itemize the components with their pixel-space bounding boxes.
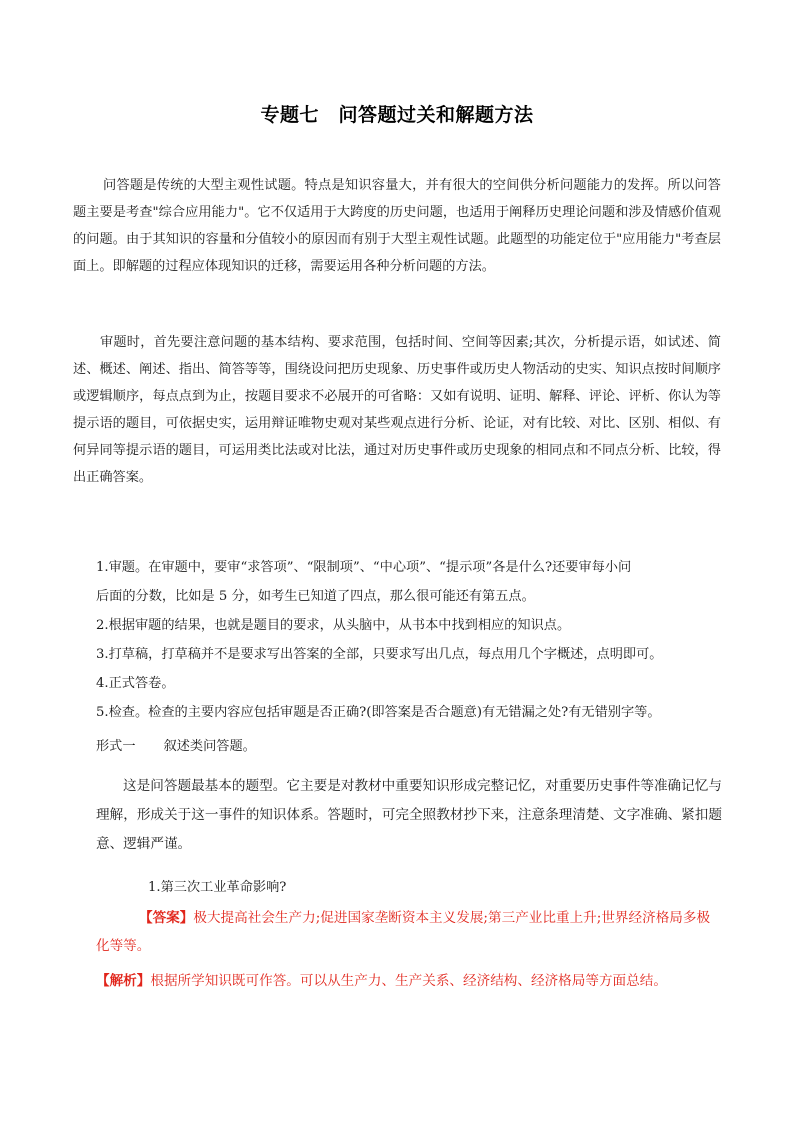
question-text: 1.第三次工业革命影响? — [148, 880, 287, 895]
form-label: 形式一 — [96, 739, 136, 754]
answer-text: 极大提高社会生产力;促进国家垄断资本主义发展;第三产业比重上升;世界经济格局多极化等等。 — [96, 910, 711, 954]
step-2: 2.根据审题的结果，也就是题目的要求，从头脑中，从书本中找到相应的知识点。 — [96, 618, 571, 633]
analysis-text: 根据所学知识既可作答。可以从生产力、生产关系、经济结构、经济格局等方面总结。 — [150, 973, 667, 989]
step-list — [96, 553, 722, 727]
answer-block — [96, 904, 722, 960]
intro-paragraph: 问答题是传统的大型主观性试题。特点是知识容量大，并有很大的空间供分析问题能力的发挥。所以问答题主要是考查"综合应用能力"。它不仅适用于大跨度的历史问题，也适用于阐释历史理论问题和涉及情感价值观的问题。由于其知识的容量和分值较小的原因而有别于大型主观性试题。此题型的功能定位于"应用能力"考查层面上。即解题的过程应体现知识的迁移，需要运用各种分析问题的方法。 — [73, 178, 721, 274]
form-description: 这是问答题最基本的题型。它主要是对教材中重要知识形成完整记忆，对重要历史事件等准确记忆与理解，形成关于这一事件的知识体系。答题时，可完全照教材抄下来，注意条理清楚、文字准确、紧扣题意、逻辑严谨。 — [96, 778, 722, 852]
reading-guidance-paragraph: 审题时，首先要注意问题的基本结构、要求范围，包括时间、空间等因素;其次，分析提示语，如试述、简述、概述、阐述、指出、简答等等，围绕设问把历史现象、历史事件或历史人物活动的史实、知识点按时间顺序或逻辑顺序，每点点到为止，按题目要求不必展开的可省略：又如有说明、证明、解释、评论、评析、你认为等提示语的题目，可依据史实，运用辩证唯物史观对某些观点进行分析、论证，对有比较、对比、区别、相似、有何异同等提示语的题目，可运用类比法或对比法，通过对历史事件或历史现象的相同点和不同点分析、比较，得出正确答案。 — [73, 335, 721, 485]
form-name: 叙述类问答题。 — [163, 739, 256, 754]
analysis-block — [96, 968, 722, 995]
step-1-line-2: 后面的分数，比如是 5 分，如考生已知道了四点，那么很可能还有第五点。 — [96, 589, 535, 604]
page-title: 专题七 问答题过关和解题方法 — [260, 104, 534, 126]
analysis-tag: 【解析】 — [96, 973, 151, 989]
form-heading — [96, 732, 256, 761]
answer-tag: 【答案】 — [139, 910, 194, 926]
step-5: 5.检查。检查的主要内容应包括审题是否正确?(即答案是否合题意)有无错漏之处?有无错别字等。 — [96, 705, 661, 720]
step-4: 4.正式答卷。 — [96, 676, 175, 691]
step-1-line-1: 1.审题。在审题中，要审“求答项”、“限制项”、“中心项”、“提示项”各是什么?还要审每小问 — [96, 560, 632, 575]
step-3: 3.打草稿，打草稿并不是要求写出答案的全部，只要求写出几点，每点用几个字概述，点明即可。 — [96, 647, 663, 662]
